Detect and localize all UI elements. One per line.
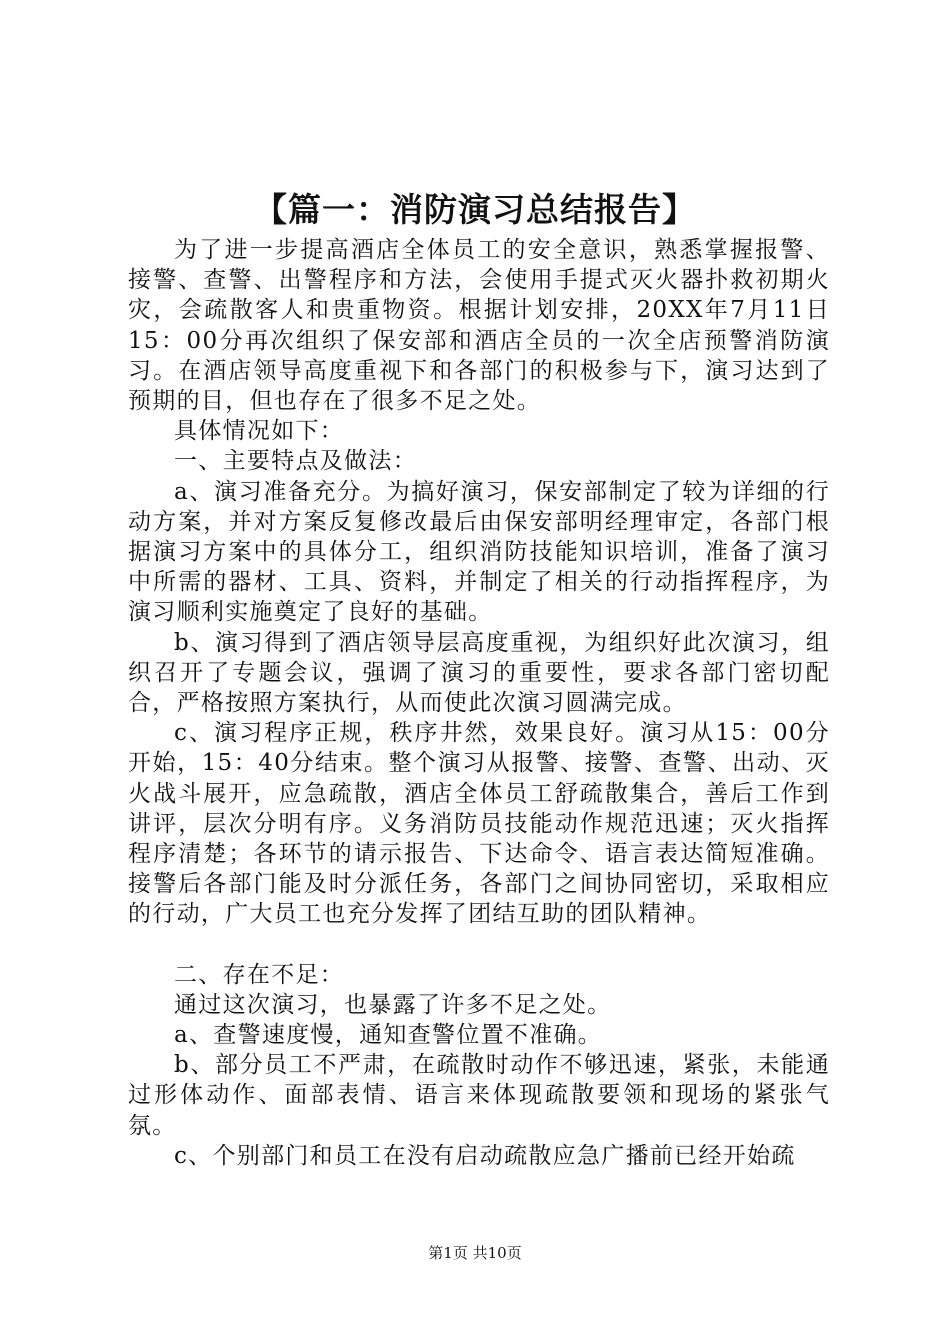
paragraph-shortcoming-a: a、查警速度慢，通知查警位置不准确。 (174, 1022, 603, 1049)
document-body (128, 235, 830, 1171)
paragraph-details-heading: 具体情况如下： (174, 418, 345, 445)
paragraph-feature-a: a、演习准备充分。为搞好演习，保安部制定了较为详细的行动方案，并对方案反复修改最后由保安部明经理审定，各部门根据演习方案中的具体分工，组织消防技能知识培训，准备了演习中所需的器材、工具、资料，并制定了相关的行动指挥程序，为演习顺利实施奠定了良好的基础。 (128, 478, 830, 626)
section-heading-shortcomings: 二、存在不足： (174, 961, 345, 988)
paragraph-shortcoming-b: b、部分员工不严肃，在疏散时动作不够迅速，紧张，未能通过形体动作、面部表情、语言来体现疏散要领和现场的紧张气氛。 (128, 1052, 830, 1139)
section-heading-features: 一、主要特点及做法： (174, 448, 417, 475)
paragraph-shortcomings-intro: 通过这次演习，也暴露了许多不足之处。 (174, 991, 612, 1018)
page-footer: 第1页 共10页 (428, 1244, 522, 1262)
paragraph-intro: 为了进一步提高酒店全体员工的安全意识，熟悉掌握报警、接警、查警、出警程序和方法，会使用手提式灭火器扑救初期火灾，会疏散客人和贵重物资。根据计划安排，20XX年7月11日15：00分再次组织了保安部和酒店全员的一次全店预警消防演习。在酒店领导高度重视下和各部门的积极参与下，演习达到了预期的目，但也存在了很多不足之处。 (128, 237, 830, 415)
paragraph-shortcoming-c: c、个别部门和员工在没有启动疏散应急广播前已经开始疏 (174, 1142, 796, 1169)
paragraph-feature-c: c、演习程序正规，秩序井然，效果良好。演习从15：00分开始，15：40分结束。整个演习从报警、接警、查警、出动、灭火战斗展开，应急疏散，酒店全体员工舒疏散集合，善后工作到讲评，层次分明有序。义务消防员技能动作规范迅速；灭火指挥程序清楚；各环节的请示报告、下达命令、语言表达简短准确。接警后各部门能及时分派任务，各部门之间协同密切，采取相应的行动，广大员工也充分发挥了团结互助的团队精神。 (128, 720, 830, 928)
paragraph-feature-b: b、演习得到了酒店领导层高度重视，为组织好此次演习，组织召开了专题会议，强调了演习的重要性，要求各部门密切配合，严格按照方案执行，从而使此次演习圆满完成。 (128, 629, 830, 717)
document-title: 【篇一：消防演习总结报告】 (254, 190, 696, 229)
